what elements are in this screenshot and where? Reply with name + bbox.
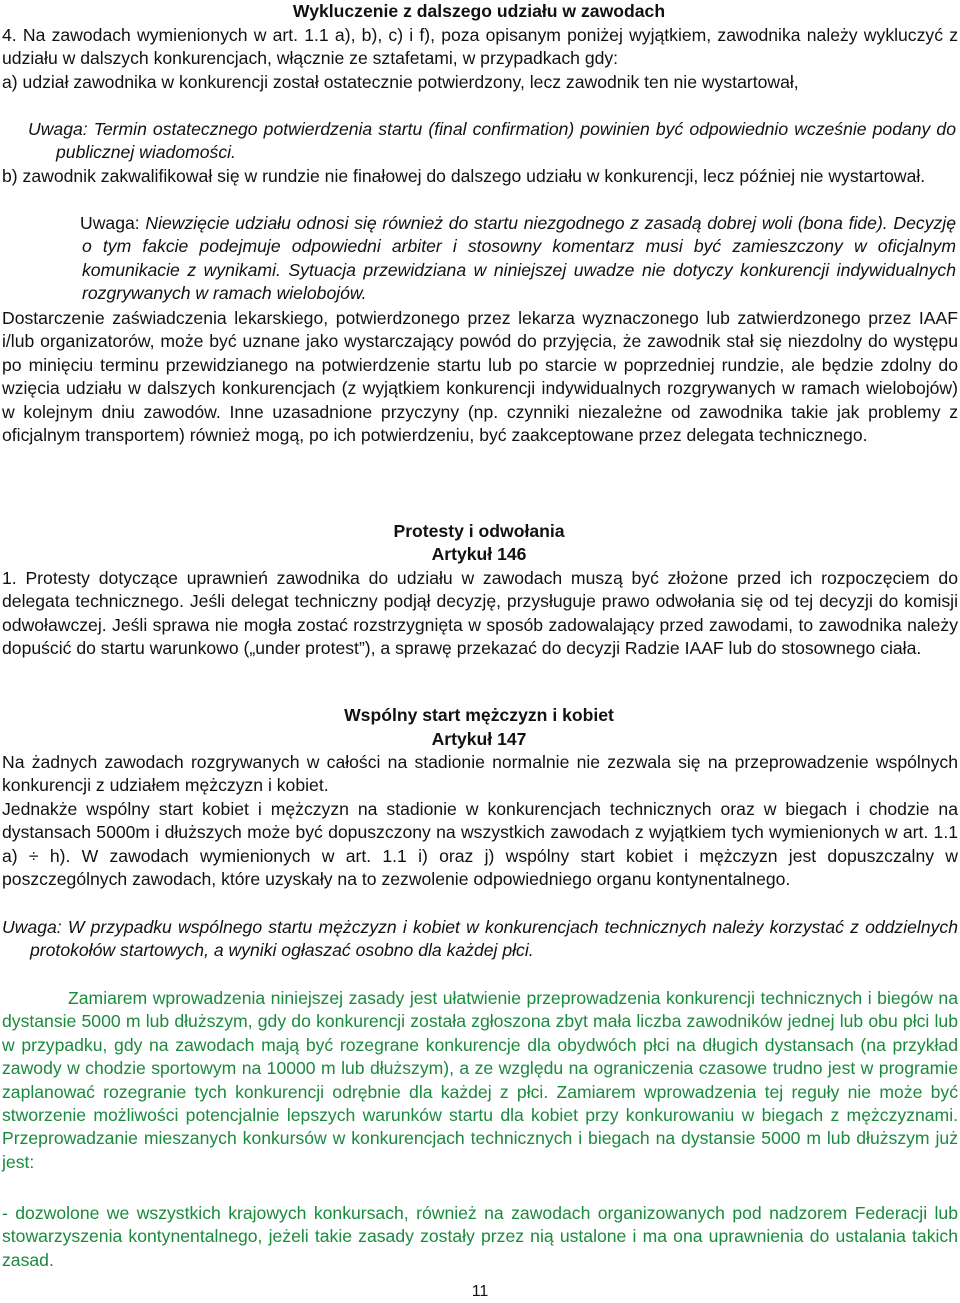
paragraph-stadium: Na żadnych zawodach rozgrywanych w całości na stadionie normalnie nie zezwala się na przeprowadzenie wspólnych konkurencji z udziałem mężczyzn i kobiet. bbox=[2, 752, 958, 796]
article-147: Artykuł 147 bbox=[431, 729, 527, 749]
paragraph-medical-certificate: Dostarczenie zaświadczenia lekarskiego, potwierdzonego przez lekarza wyznaczonego lub zatwierdzonego przez IAAF i/lub organizatorów, może być uznane jako wystarczający powód do przyjęcia, że zawodnik stał się niezdolny do występu po minięciu terminu przewidzianego na potwierdzenie startu lub po starcie w poprzedniej rundzie, ale będzie zdolny do wzięcia udziału w dalszych konkurencjach (z wyjątkiem konkurencji indywidualnych rozgrywanych w ramach wielobojów) w kolejnym dniu zawodów. Inne uzasadnione przyczyny (np. czynniki niezależne od zawodnika takie jak problemy z oficjalnym transportem) również mogą, po ich potwierdzeniu, być zaakceptowane przez delegata technicznego. bbox=[2, 308, 958, 446]
page-number: 11 bbox=[471, 1283, 489, 1300]
commentary-paragraph: Zamiarem wprowadzenia niniejszej zasady jest ułatwienie przeprowadzenia konkurencji technicznych i biegów na dystansie 5000 m lub dłuższym, gdy do konkurencji została zgłoszona zbyt mała liczba zawodników jednej lub obu płci lub w przypadku, gdy na zawodach mają być rozegrane konkurencje dla obydwóch płci na długich dystansach (na przykład zawody w chodzie sportowym na 10000 m lub dłuższym), a ze względu na ograniczenia czasowe trudno jest w programie zaplanować rozegranie tych konkurencji odrębnie dla każdej z płci. Zamiarem wprowadzenia tej reguły nie może być stworzenie możliwości potencjalnie lepszych warunków startu dla kobiet przy konkurowaniu w biegach z mężczyznami. Przeprowadzanie mieszanych konkursów w konkurencjach technicznych i biegach na dystansie 5000 m lub dłuższym już jest: bbox=[2, 988, 958, 1172]
note-bona-fide bbox=[82, 212, 956, 306]
section-heading-mixed: Wspólny start mężczyzn i kobiet bbox=[344, 705, 614, 725]
note-label: Uwaga: bbox=[80, 213, 140, 233]
paragraph-b: b) zawodnik zakwalifikował się w rundzie nie finałowej do dalszego udziału w konkurencji, lecz później nie wystartował. bbox=[2, 166, 926, 186]
section-heading-protests: Protesty i odwołania bbox=[393, 521, 565, 541]
paragraph-joint-start: Jednakże wspólny start kobiet i mężczyzn na stadionie w konkurencjach technicznych oraz w biegach i chodzie na dystansach 5000m i dłuższych może być dopuszczony na wszystkich zawodach z wyjątkiem tych wymienionych w art. 1.1 a) ÷ h). W zawodach wymienionych w art. 1.1 i) oraz j) wspólny start kobiet i mężczyzn jest dopuszczalny w poszczególnych zawodach, które uzyskały na to zezwolenie odpowiedniego organu kontynentalnego. bbox=[2, 799, 958, 890]
paragraph-protests: 1. Protesty dotyczące uprawnień zawodnika do udziału w zawodach muszą być złożone przed ich rozpoczęciem do delegata technicznego. Jeśli delegat techniczny podjął decyzję, przysługuje prawo odwołania się od tej decyzji do komisji odwoławczej. Jeśli sprawa nie mogła zostać rozstrzygnięta w sposób zadowalający przed zawodami, to zawodnika należy dopuścić do startu warunkowo („under protest”), a sprawę przekazać do decyzji Radzie IAAF lub do stosownego ciała. bbox=[2, 568, 958, 659]
section-heading-exclusion: Wykluczenie z dalszego udziału w zawodach bbox=[292, 1, 666, 21]
commentary-list-item: - dozwolone we wszystkich krajowych konkursach, również na zawodach organizowanych pod nadzorem Federacji lub stowarzyszenia kontynentalnego, jeżeli takie zasady zostały przez nią ustalone i ma ona uprawnienia do ustalania takich zasad. bbox=[2, 1203, 958, 1270]
note-text: Niewzięcie udziału odnosi się również do startu niezgodnego z zasadą dobrej woli (bona fide). Decyzję o tym fakcie podejmuje odpowiedni arbiter i stosowny komentarz musi być zamieszczony w oficjalnym komunikacie z wynikami. Sytuacja przewidziana w niniejszej uwadze nie dotyczy konkurencji indywidualnych rozgrywanych w ramach wielobojów. bbox=[82, 213, 956, 304]
note-separate-protocols: Uwaga: W przypadku wspólnego startu mężczyzn i kobiet w konkurencjach technicznych należy korzystać z oddzielnych protokołów startowych, a wyniki ogłaszać osobno dla każdej płci. bbox=[2, 917, 958, 961]
paragraph-a: a) udział zawodnika w konkurencji został ostatecznie potwierdzony, lecz zawodnik ten nie wystartował, bbox=[2, 72, 799, 92]
note-final-confirmation: Uwaga: Termin ostatecznego potwierdzenia startu (final confirmation) powinien być odpowiednio wcześnie podany do publicznej wiadomości. bbox=[28, 119, 956, 163]
paragraph-4: 4. Na zawodach wymienionych w art. 1.1 a), b), c) i f), poza opisanym poniżej wyjątkiem, zawodnika należy wykluczyć z udziału w dalszych konkurencjach, włącznie ze sztafetami, w przypadkach gdy: bbox=[2, 25, 958, 69]
article-146: Artykuł 146 bbox=[431, 544, 527, 564]
